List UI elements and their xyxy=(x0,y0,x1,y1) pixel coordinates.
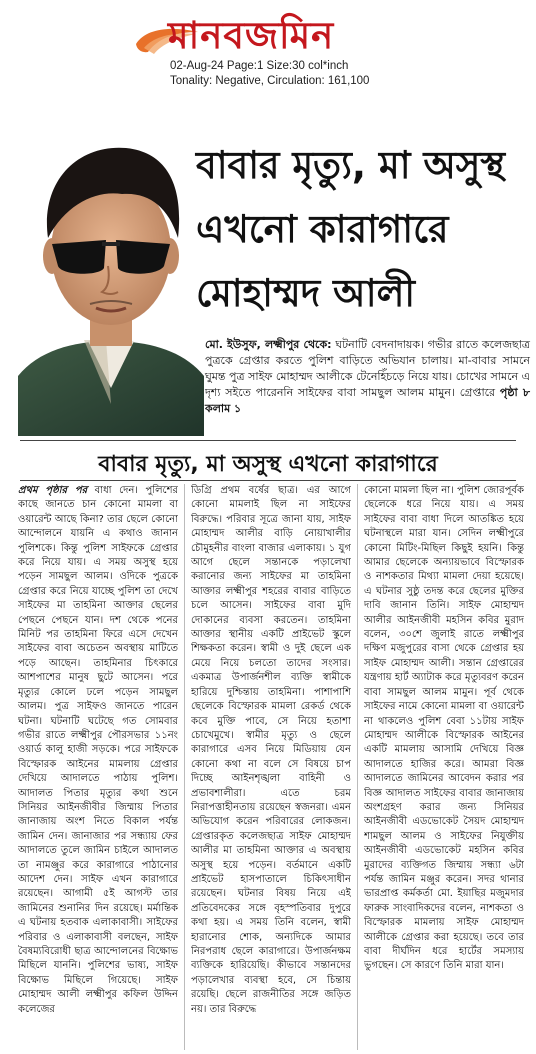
headline xyxy=(196,133,526,325)
divider xyxy=(20,480,516,481)
article-body xyxy=(18,484,526,1050)
headline-line-1: বাবার মৃত্যু, মা অসুস্থ xyxy=(196,143,505,187)
continuation-headline: বাবার মৃত্যু, মা অসুস্থ এখনো কারাগারে xyxy=(98,452,438,477)
continued-from-label: প্রথম পৃষ্ঠার পর xyxy=(18,485,88,496)
headline-line-2: এখনো কারাগারে xyxy=(196,207,449,251)
newspaper-logo: মানবজমিন xyxy=(168,13,335,57)
headline-line-3: মোহাম্মদ আলী xyxy=(196,271,415,315)
article-column-2 xyxy=(191,484,351,1050)
article-column-3 xyxy=(364,484,524,1050)
article-column-1 xyxy=(18,484,178,1050)
masthead xyxy=(0,0,536,87)
column-divider xyxy=(184,484,185,1050)
byline: মো. ইউসুফ, লক্ষ্মীপুর থেকে: xyxy=(205,338,332,351)
clipping-meta-date: 02-Aug-24 Page:1 Size:30 col*inch xyxy=(170,60,349,72)
column-1-text: বাধা দেন। পুলিশের কাছে জানতে চান কোনো মামলা বা ওয়ারেন্ট আছে কিনা? তার ছেলে কোনো আন্দোলনে যায়নি এ কথাও জানান পুলিশকে। কিন্তু পুলিশ সাইফকে গ্রেপ্তার করে নিয়ে যায়। এ সময় অসুস্থ হয়ে পড়েন সামছুল আলম। ওদিকে পুত্রকে গ্রেপ্তার করে নিয়ে যাচ্ছে পুলিশ তা দেখে সাইফের মা তাহমিনা আক্তার ছেলের পেছনে পেছনে যান। দশ থেকে পনের মিনিট পর তাহমিনা ফিরে এসে দেখেন সাইফের বাবা অচেতন অবস্থায় মাটিতে পড়ে আছেন। তাহমিনার চিৎকারে আশপাশের মানুষ ছুটে আসেন। পরে মৃত্যুর কোলে ঢলে পড়েন সামছুল আলম। পুত্র সাইফও জানতে পারেন ঘটনা। ঘটনাটি ঘটেছে গত সোমবার গভীর রাতে লক্ষ্মীপুর পৌরসভার ১১নং ওয়ার্ড কালু হাজী সড়কে। পরে সাইফকে বিস্ফোরক আইনের মামলায় গ্রেপ্তার দেখিয়ে আদালতে পাঠায় পুলিশ। আদালত পিতার মৃত্যুর কথা শুনে সিনিয়র আইনজীবীর জিম্মায় পিতার জানাজায় অংশ নিতে বিকাল পর্যন্ত জামিন দেন। জানাজার পর সন্ধ্যায় ফের আদালতে তুলে জামিন চাইলে আদালত তা নামঞ্জুর করে কারাগারে পাঠানোর আদেশ দেন। সাইফ এখন কারাগারে রয়েছেন। আগামী ৫ই আগস্ট তার জামিনের শুনানির দিন রয়েছে। মর্মান্তিক এ ঘটনায় হতবাক এলাকাবাসী। সাইফের পরিবার ও এলাকাবাসী বলছেন, সাইফ বৈষম্যবিরোধী ছাত্র আন্দোলনের বিক্ষোভ মিছিলে যাননি। পুলিশের ভাষ্য, সাইফ বিক্ষোভ মিছিলে গিয়েছে। সাইফ মোহাম্মদ আলী লক্ষ্মীপুর কফিল উদ্দিন কলেজের xyxy=(18,485,178,1015)
divider xyxy=(20,440,516,441)
lead-text: ঘটনাটি বেদনাদায়ক। গভীর রাতে কলেজছাত্র পুত্রকে গ্রেপ্তার করতে পুলিশ বাড়িতে অভিযান চালায়। মা-বাবার সামনে ঘুমন্ত পুত্র সাইফ মোহাম্মদ আলীকে টেনেহিঁচড়ে নিয়ে যায়। চোখের সামনে এ দৃশ্য সইতে পারেননি সাইফের বাবা সামছুল আলম মামুন। গ্রেপ্তারে xyxy=(205,338,530,399)
lead-paragraph xyxy=(205,337,530,417)
clipping-meta-tonality: Tonality: Negative, Circulation: 161,100 xyxy=(170,75,370,87)
column-3-text: কোনো মামলা ছিল না। পুলিশ জোরপূর্বক ছেলেকে ধরে নিয়ে যায়। এ সময় সাইফের বাবা বাধা দিলে আতঙ্কিত হয়ে ঘটনাস্থলে মারা যান। সেদিন লক্ষ্মীপুরে কোনো মিটিং-মিছিল কিছুই হয়নি। কিন্তু আমার ছেলেকে অন্যায়ভাবে বিস্ফোরক ও নাশকতার মিথ্যা মামলা দেয়া হয়েছে। এ ঘটনার সুষ্ঠু তদন্ত করে ছেলের মুক্তির দাবি জানান তিনি। সাইফ মোহাম্মদ আলীর আইনজীবী মহসিন কবির মুরাদ বলেন, ৩০শে জুলাই রাতে লক্ষ্মীপুর দক্ষিণ মজুপুরের বাসা থেকে গ্রেপ্তার হয় সাইফ মোহাম্মদ আলী। সন্তান গ্রেপ্তারের যন্ত্রণায় হার্ট অ্যাটাক করে মৃত্যুবরণ করেন বাবা সামছুল আলম মামুন। পূর্ব থেকে সাইফের নামে কোনো মামলা বা ওয়ারেন্ট না থাকলেও পুলিশ বেবা ১১টায় সাইফ মোহাম্মদ আলীকে বিস্ফোরক আইনের একটি মামলায় আসামি দেখিয়ে বিজ্ঞ আদালতে হাজির করে। আমরা বিজ্ঞ আদালতে জামিনের আবেদন করার পর বিজ্ঞ আদালত সাইফের বাবার জানাজায় অংশগ্রহণ করার জন্য সিনিয়র আইনজীবী এডভোকেট সৈয়দ মোহাম্মদ শামছুল আলম ও সাইফের নিযুক্তীয় আইনজীবী এডভোকেট মহসিন কবির মুরাদের ব্যক্তিগত জিম্মায় সন্ধ্যা ৬টা পর্যন্ত জামিন মঞ্জুর করেন। সদর থানার ভারপ্রাপ্ত কর্মকর্তা মো. ইয়াছির মজুমদার ফারুক সাংবাদিকদের বলেন, নাশকতা ও বিস্ফোরক মামলায় সাইফ মোহাম্মদ আলীকে গ্রেপ্তার করা হয়েছে। তবে তার বাবা দীর্ঘদিন ধরে হার্টের সমস্যায় ভুগছেন। সে কারণে তিনি মারা যান। xyxy=(364,485,524,972)
continued-on-page: পৃষ্ঠা ৮ কলাম ১ xyxy=(205,386,530,415)
portrait-photo xyxy=(18,126,204,436)
column-divider xyxy=(357,484,358,1050)
column-2-text: ডিগ্রি প্রথম বর্ষের ছাত্র। এর আগে কোনো মামলাই ছিল না সাইফের বিরুদ্ধে। পরিবার সূত্রে জানা যায়, সাইফ মোহাম্মদ আলীর বাড়ি নোয়াখালীর চৌমুহনীর বাংলা বাজার এলাকায়। ১ যুগ আগে ছেলে সন্তানকে পড়ালেখা করানোর জন্য সাইফের মা তাহমিনা আক্তার লক্ষ্মীপুর শহরের বাবার বাড়িতে চলে আসেন। সাইফের বাবা মুদি দোকানের ব্যবসা করতেন। তাহমিনা আক্তার স্থানীয় একটি প্রাইভেট স্কুলে শিক্ষকতা করেন। স্বামী ও দুই ছেলে এক মেয়ে নিয়ে চলতো তাদের সংসার। একমাত্র উপার্জনশীল ব্যক্তি স্বামীকে হারিয়ে দুশ্চিন্তায় তাহমিনা। পাশাপাশি ছেলেকে বিস্ফোরক মামলা রেকর্ড থেকে কবে মুক্তি পাবে, সে নিয়ে হতাশা চোখেমুখে। স্বামীর মৃত্যু ও ছেলে কারাগারে এসব নিয়ে মিডিয়ায় যেন কোনো কথা না বলে সে বিষয়ে চাপ দিচ্ছে আইনশৃঙ্খলা বাহিনী ও প্রভাবশালীরা। এতে চরম নিরাপত্তাহীনতায় রয়েছেন স্বজনরা। এমন অভিযোগ করেন পরিবারের লোকজন। গ্রেপ্তারকৃত কলেজছাত্র সাইফ মোহাম্মদ আলীর মা তাহমিনা আক্তার এ অবস্থায় অসুস্থ হয়ে পড়েন। বর্তমানে একটি প্রাইভেট হাসপাতালে চিকিৎসাধীন রয়েছেন। ঘটনার বিষয় নিয়ে এই প্রতিবেদকের সঙ্গে বৃহস্পতিবার দুপুরে কথা হয়। এ সময় তিনি বলেন, স্বামী হারানোর শোক, অন্যদিকে আমার নিরপরাধ ছেলে কারাগারে। উপার্জনক্ষম ব্যক্তিকে হারিয়েছি। কীভাবে সন্তানদের পড়ালেখার ব্যবস্থা হবে, সে চিন্তায় রয়েছি। ছেলে রাজনীতির সঙ্গে জড়িত নয়। তার বিরুদ্ধে xyxy=(191,485,351,1015)
